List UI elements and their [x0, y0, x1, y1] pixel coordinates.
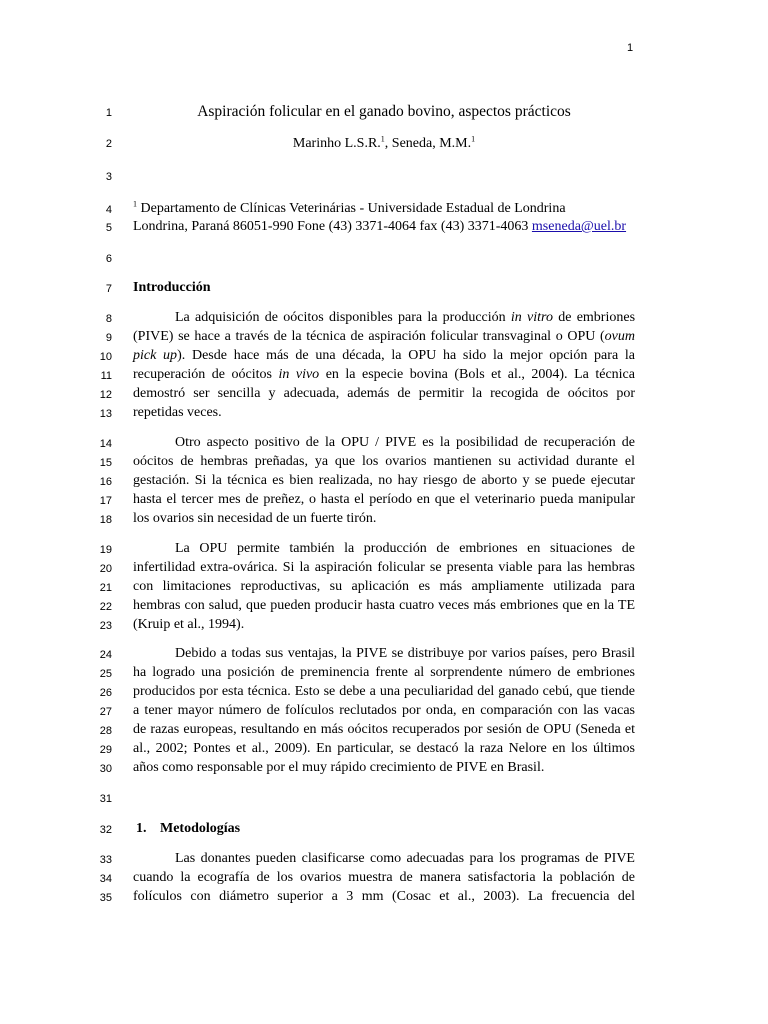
- line-number: 26: [99, 687, 112, 699]
- text-line: producidos por esta técnica. Esto se debe a una peculiaridad del ganado cebú, que tiende: [133, 684, 635, 699]
- line-number: 34: [99, 873, 112, 885]
- affiliation-address-text: Londrina, Paraná 86051-990 Fone (43) 3371-4064 fax (43) 3371-4063: [133, 219, 532, 234]
- line-number: 31: [99, 793, 112, 805]
- text-line: repetidas veces.: [133, 405, 222, 420]
- line-number: 14: [99, 438, 112, 450]
- line-number: 3: [105, 171, 112, 183]
- text-line: (Kruip et al., 1994).: [133, 617, 245, 632]
- author-affiliation-marker: 1: [380, 134, 385, 144]
- text-line: cuando la ecografía de los ovarios muestra de manera satisfactoria la población de: [133, 870, 635, 885]
- text-line: La OPU permite también la producción de embriones en situaciones de: [175, 541, 635, 556]
- line-number: 29: [99, 744, 112, 756]
- affiliation-text: Departamento de Clínicas Veterinárias - Universidade Estadual de Londrina: [137, 201, 566, 216]
- text-line: al., 2002; Pontes et al., 2009). En particular, se destacó la raza Nelore en los últimos: [133, 741, 635, 756]
- email-link[interactable]: mseneda@uel.br: [531, 219, 627, 234]
- text-line: infertilidad extra-ovárica. Si la aspiración folicular se presenta viable para las hembras: [133, 560, 635, 575]
- text-line: Las donantes pueden clasificarse como adecuadas para los programas de PIVE: [175, 851, 635, 866]
- affiliation-line: [133, 199, 635, 219]
- text-line: demostró ser sencilla y adecuada, además de permitir la recogida de oócitos por: [133, 386, 635, 401]
- section-number: 1.: [136, 821, 147, 836]
- line-number: 21: [99, 582, 112, 594]
- text-line: Otro aspecto positivo de la OPU / PIVE es la posibilidad de recuperación de: [175, 435, 635, 450]
- line-number: 17: [99, 495, 112, 507]
- page-number: 1: [626, 42, 634, 54]
- line-number: 24: [99, 649, 112, 661]
- text-line: oócitos de hembras preñadas, ya que los ovarios mantienen su actividad durante el: [133, 454, 635, 469]
- text-line: a tener mayor número de folículos reclutados por onda, en comparación con las vacas: [133, 703, 635, 718]
- affiliation-address: [133, 217, 635, 237]
- line-number: 9: [105, 332, 112, 344]
- line-number: 30: [99, 763, 112, 775]
- text-line: hasta el tercer mes de preñez, o hasta el período en que el veterinario pueda manipular: [133, 492, 635, 507]
- line-number: 23: [99, 620, 112, 632]
- section-title: Metodologías: [160, 821, 241, 836]
- line-number: 2: [105, 138, 112, 150]
- text-line: gestación. Si la técnica es bien realizada, no hay riesgo de aborto y se puede ejecutar: [133, 473, 635, 488]
- line-number: 35: [99, 892, 112, 904]
- line-number: 19: [99, 544, 112, 556]
- line-number: 8: [105, 313, 112, 325]
- author-name: Marinho L.S.R.: [292, 136, 381, 151]
- text-line: años como responsable por el muy rápido crecimiento de PIVE en Brasil.: [133, 760, 545, 775]
- author-affiliation-marker: 1: [471, 134, 476, 144]
- text-line: La adquisición de oócitos disponibles para la producción in vitro de embriones: [175, 310, 636, 325]
- line-number: 4: [105, 204, 112, 216]
- line-number: 6: [105, 253, 112, 265]
- text-line: Debido a todas sus ventajas, la PIVE se distribuye por varios países, pero Brasil: [175, 646, 635, 661]
- text-line: de razas europeas, resultando en más oócitos recuperados por sesión de OPU (Seneda et: [133, 722, 635, 737]
- text-line: con limitaciones reproductivas, su aplicación es más ampliamente utilizada para: [133, 579, 635, 594]
- line-number: 18: [99, 514, 112, 526]
- line-number: 10: [99, 351, 112, 363]
- text-line: recuperación de oócitos in vivo en la especie bovina (Bols et al., 2004). La técnica: [133, 367, 635, 382]
- line-number: 27: [99, 706, 112, 718]
- line-number: 15: [99, 457, 112, 469]
- text-line: (PIVE) se hace a través de la técnica de aspiración folicular transvaginal o OPU (ovum: [133, 329, 635, 344]
- line-number: 11: [100, 370, 112, 382]
- author-name: Seneda, M.M.: [391, 136, 472, 151]
- line-number: 25: [99, 668, 112, 680]
- line-number: 16: [99, 476, 112, 488]
- line-number: 13: [99, 408, 112, 420]
- line-number: 12: [99, 389, 112, 401]
- line-number: 28: [99, 725, 112, 737]
- text-line: hembras con salud, que pueden producir hasta cuatro veces más embriones que en la TE: [133, 598, 635, 613]
- line-number: 5: [105, 222, 112, 234]
- line-number: 32: [99, 824, 112, 836]
- line-number: 22: [99, 601, 112, 613]
- text-line: los ovarios sin necesidad de un fuerte tirón.: [133, 511, 377, 526]
- text-line: ha logrado una posición de preminencia frente al sorprendente número de embriones: [133, 665, 635, 680]
- paper-title: Aspiración folicular en el ganado bovino, aspectos prácticos: [197, 103, 571, 120]
- text-line: pick up). Desde hace más de una década, la OPU ha sido la mejor opción para la: [133, 348, 635, 363]
- authors: [133, 134, 635, 154]
- line-number: 1: [105, 107, 112, 119]
- line-number: 20: [99, 563, 112, 575]
- line-number: 7: [105, 283, 112, 295]
- author-separator: ,: [384, 136, 392, 151]
- text-line: folículos con diámetro superior a 3 mm (Cosac et al., 2003). La frecuencia del: [133, 889, 635, 904]
- line-number: 33: [99, 854, 112, 866]
- section-heading-introduccion: Introducción: [133, 280, 211, 295]
- affiliation-marker: 1: [133, 199, 137, 209]
- section-heading-metodologias: [133, 819, 635, 839]
